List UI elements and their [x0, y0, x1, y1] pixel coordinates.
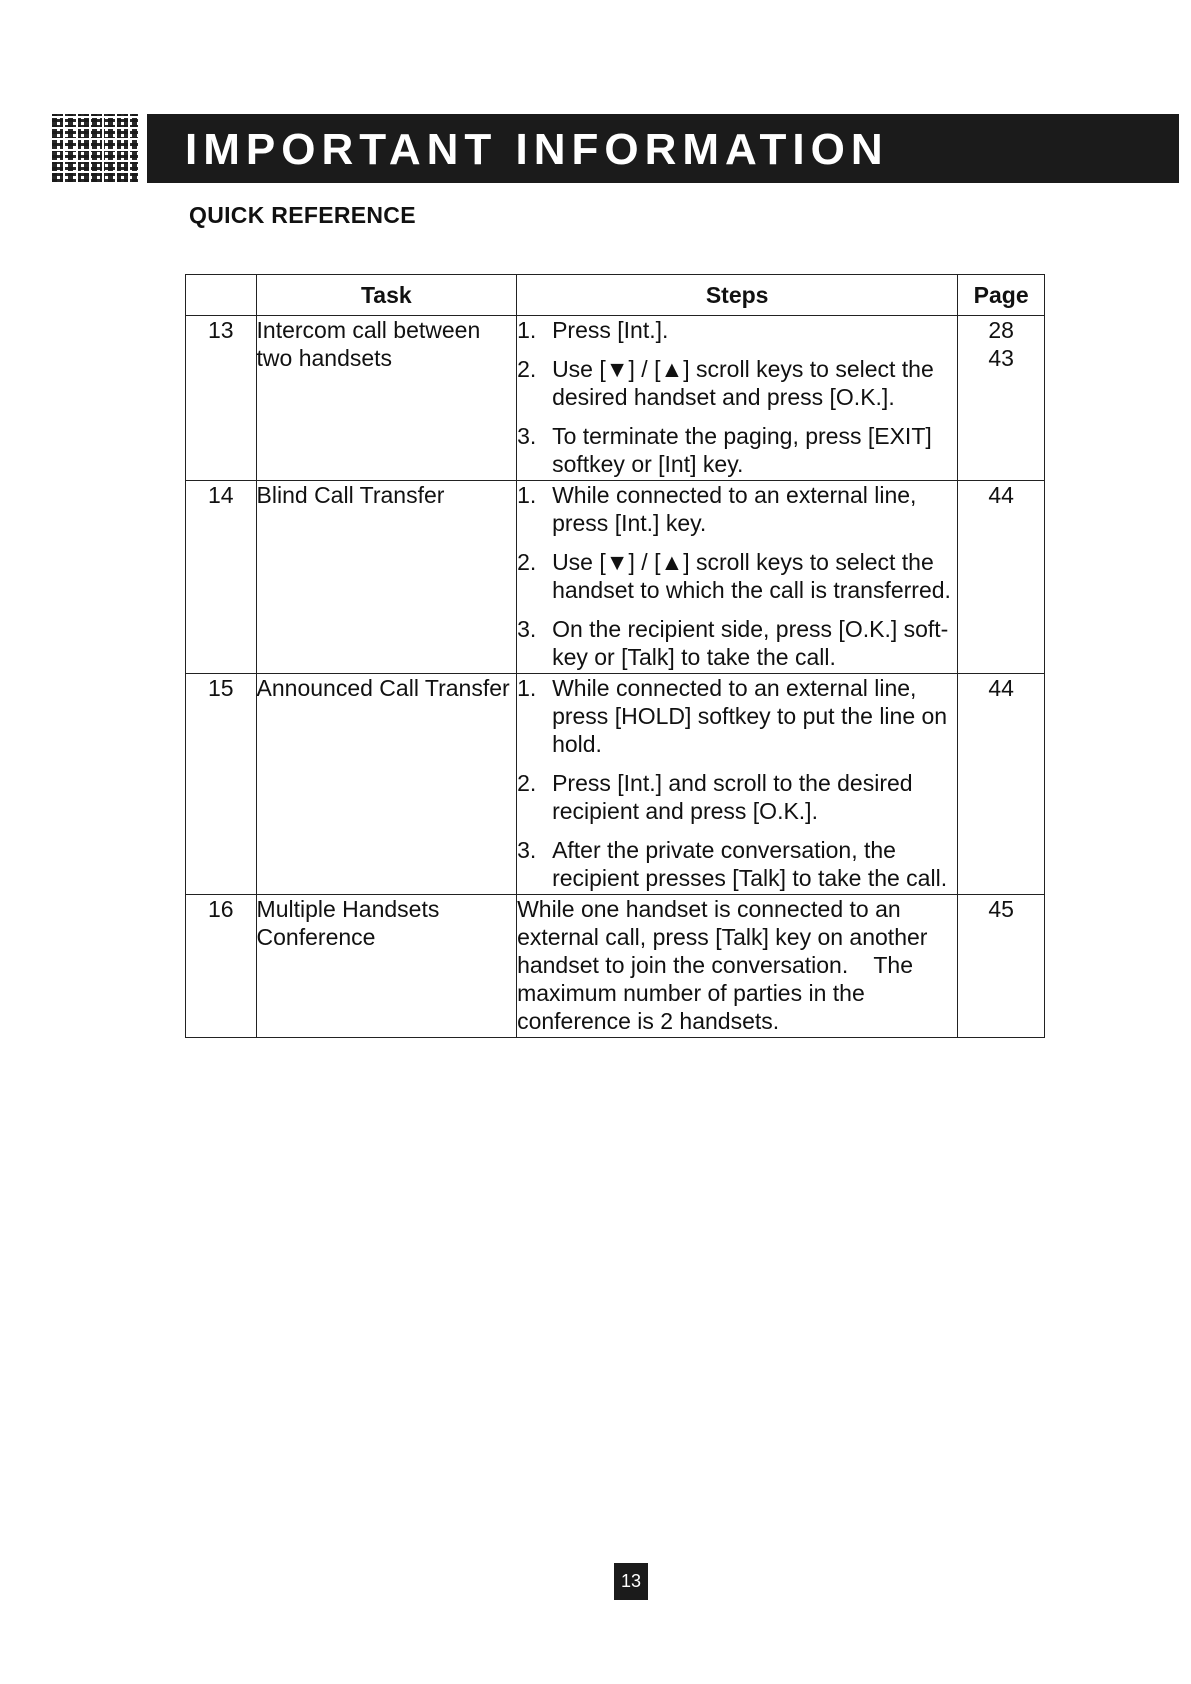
row-number: 13 — [186, 316, 257, 481]
row-page — [958, 481, 1045, 674]
page-number: 13 — [614, 1563, 648, 1600]
row-task: Blind Call Transfer — [256, 481, 517, 674]
row-steps — [517, 481, 958, 674]
row-task: Announced Call Transfer — [256, 674, 517, 895]
section-title: QUICK REFERENCE — [189, 202, 416, 228]
row-steps — [517, 674, 958, 895]
step-item: 3. On the recipient side, press [O.K.] soft-key or [Talk] to take the call. — [517, 616, 949, 670]
step-item: 2. Use [▼] / [▲] scroll keys to select the handset to which the call is transferred. — [517, 549, 951, 603]
header-logo-pattern — [52, 114, 138, 182]
steps-text: While one handset is connected to an external call, press [Talk] key on another handset to join the conversation. The maximum number of parties in the conference is 2 handsets. — [517, 896, 934, 1034]
row-number: 15 — [186, 674, 257, 895]
row-steps — [517, 316, 958, 481]
page-ref: 43 — [988, 345, 1014, 371]
step-item: 2. Press [Int.] and scroll to the desired recipient and press [O.K.]. — [517, 770, 913, 824]
row-task: Multiple Handsets Conference — [256, 895, 517, 1038]
quick-reference-table — [185, 274, 1045, 1038]
row-steps — [517, 895, 958, 1038]
step-item: 1. While connected to an external line, press [Int.] key. — [517, 482, 917, 536]
row-page — [958, 674, 1045, 895]
page-ref: 45 — [988, 896, 1014, 922]
page-title: IMPORTANT INFORMATION — [185, 125, 889, 174]
step-item: 2. Use [▼] / [▲] scroll keys to select the desired handset and press [O.K.]. — [517, 356, 934, 410]
row-task: Intercom call between two handsets — [256, 316, 517, 481]
table-row — [186, 481, 1045, 674]
step-item: 1. While connected to an external line, press [HOLD] softkey to put the line on hold. — [517, 675, 948, 757]
page-ref: 44 — [988, 675, 1014, 701]
header-task: Task — [256, 275, 517, 316]
row-page — [958, 895, 1045, 1038]
step-item: 1. Press [Int.]. — [517, 317, 669, 343]
table-header-row — [186, 275, 1045, 316]
header-page: Page — [958, 275, 1045, 316]
step-item: 3. To terminate the paging, press [EXIT] softkey or [Int] key. — [517, 423, 932, 477]
table-row — [186, 316, 1045, 481]
step-item: 3. After the private conversation, the recipient presses [Talk] to take the call. — [517, 837, 948, 891]
header-steps: Steps — [517, 275, 958, 316]
table-row — [186, 674, 1045, 895]
page-ref: 28 — [988, 317, 1014, 343]
table-row — [186, 895, 1045, 1038]
row-number: 16 — [186, 895, 257, 1038]
row-page — [958, 316, 1045, 481]
header-num — [186, 275, 257, 316]
row-number: 14 — [186, 481, 257, 674]
header-bar — [147, 114, 1179, 183]
page-ref: 44 — [988, 482, 1014, 508]
